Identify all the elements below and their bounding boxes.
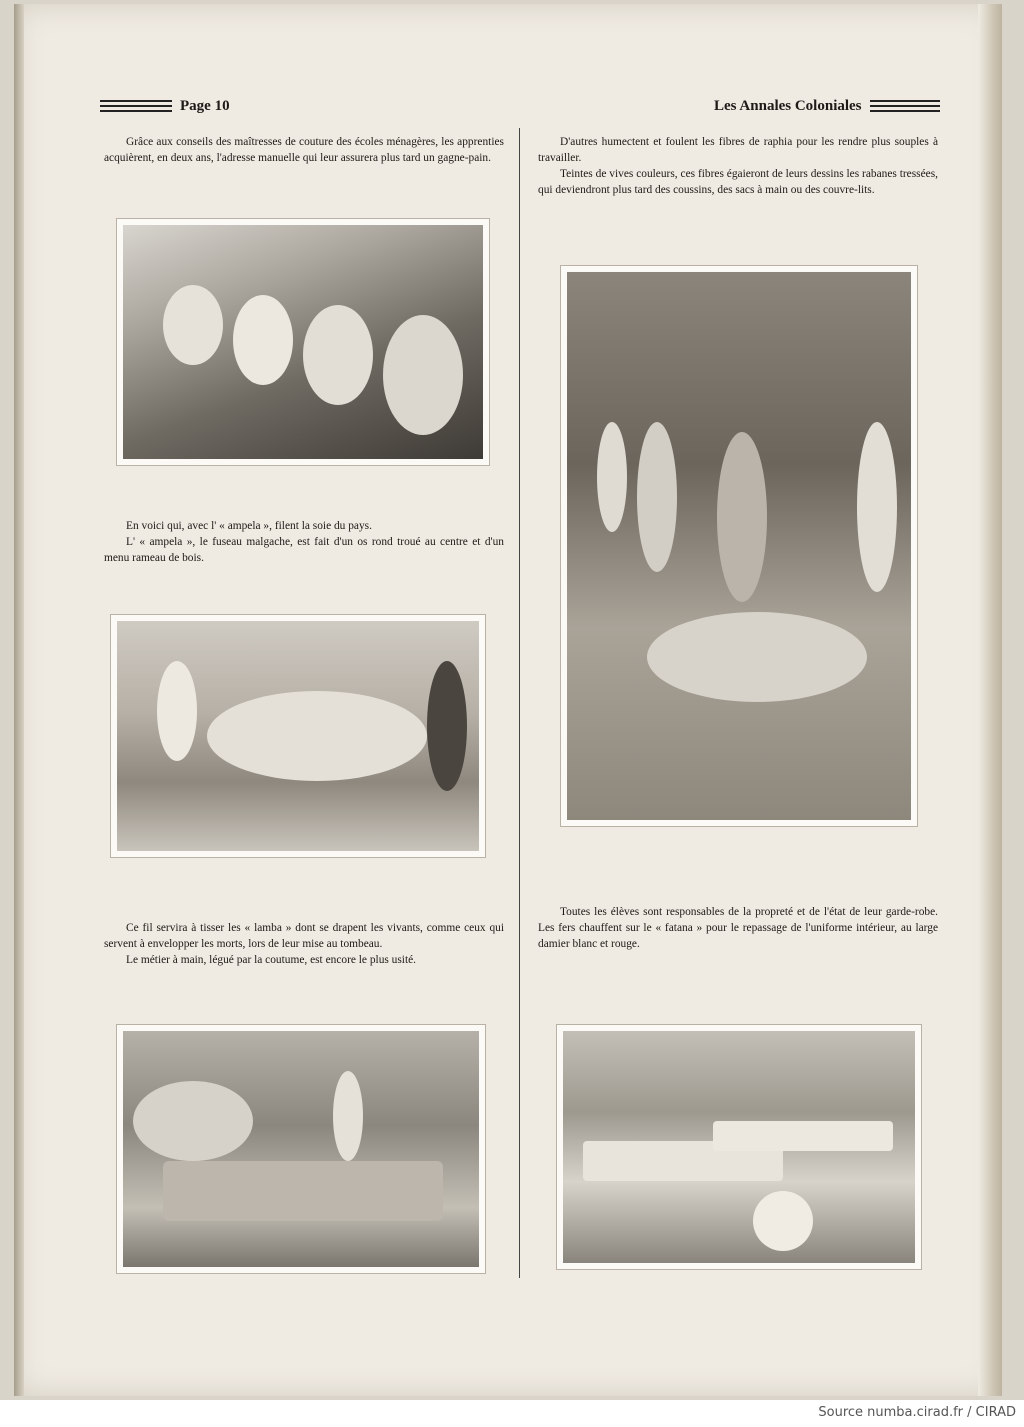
column-divider — [519, 128, 520, 1278]
paragraph-text: Toutes les élèves sont responsables de la propreté et de l'état de leur garde-robe. Les fers chauffent sur le « fatana » pour le repassage de l'uniforme intérieur, au large damier blanc et rouge. — [538, 906, 938, 950]
photo-raphia-fibres — [560, 265, 918, 827]
journal-title: Les Annales Coloniales — [714, 98, 862, 114]
page-spine-shadow — [14, 4, 24, 1396]
source-footer — [0, 1400, 1024, 1427]
page-right-edge — [978, 4, 1002, 1396]
paragraph-text: Grâce aux conseils des maîtresses de couture des écoles ménagères, les apprenties acquièrent, en deux ans, l'adresse manuelle qui leur assurera plus tard un gagne-pain. — [104, 136, 504, 164]
header-rule-right — [870, 100, 940, 114]
photo-sewing-class — [116, 218, 490, 466]
photo-spinning-silk — [110, 614, 486, 858]
paragraph-raphia — [538, 134, 938, 198]
paragraph-text: L' « ampela », le fuseau malgache, est fait d'un os rond troué au centre et d'un menu rameau de bois. — [104, 536, 504, 564]
header-rule-left — [100, 100, 172, 114]
source-credit: Source numba.cirad.fr / CIRAD — [818, 1405, 1016, 1420]
photo-image — [567, 272, 911, 820]
photo-image — [117, 621, 479, 851]
page-number: Page 10 — [180, 98, 230, 114]
paragraph-ironing — [538, 904, 938, 952]
paragraph-text: En voici qui, avec l' « ampela », filent la soie du pays. — [126, 520, 372, 532]
paragraph-lamba — [104, 920, 504, 968]
paragraph-text: D'autres humectent et foulent les fibres de raphia pour les rendre plus souples à travailler. — [538, 136, 938, 164]
photo-hand-looms — [116, 1024, 486, 1274]
paragraph-ampela — [104, 518, 504, 566]
photo-image — [123, 225, 483, 459]
paragraph-text: Le métier à main, légué par la coutume, est encore le plus usité. — [126, 954, 417, 966]
photo-ironing-room — [556, 1024, 922, 1270]
photo-image — [563, 1031, 915, 1263]
photo-image — [123, 1031, 479, 1267]
page-header — [100, 96, 940, 122]
paragraph-text: Teintes de vives couleurs, ces fibres égaieront de leurs dessins les rabanes tressées, qui deviendront plus tard des coussins, des sacs à main ou des couvre-lits. — [538, 168, 938, 196]
paragraph-sewing — [104, 134, 504, 166]
paragraph-text: Ce fil servira à tisser les « lamba » dont se drapent les vivants, comme ceux qui servent à envelopper les morts, lors de leur mise au tombeau. — [104, 922, 504, 950]
